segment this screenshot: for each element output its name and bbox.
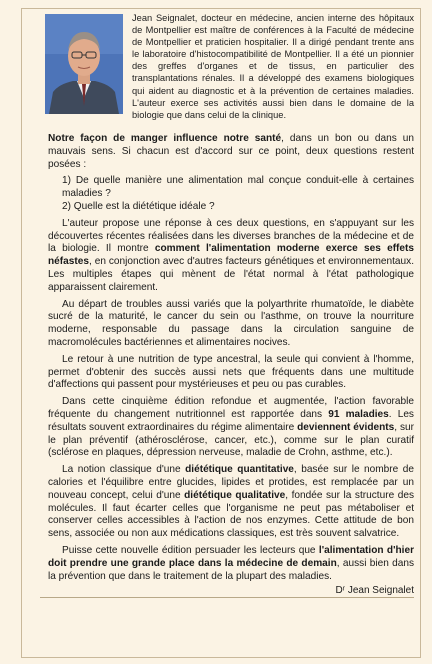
author-photo — [45, 14, 123, 114]
author-portrait-image — [45, 14, 123, 114]
signature-seignalet: Dʳ Jean Seignalet — [335, 585, 414, 596]
paragraph-6: La notion classique d'une diététique quantitative, basée sur le nombre de calories et l'équilibre entre glucides, lipides et protides, est remplacée par un nouveau concept, celui d'une diététique qualitative, fondée sur la structure des molécules. Il faut écarter celles que l'organisme ne peut pas métaboliser et conserver celles accessibles à l'action de nos enzymes. Cette attitude de bon sens, associée ou non aux médications classiques, est très souvent salvatrice. — [48, 464, 414, 540]
intro-bold: Notre façon de manger influence notre santé — [48, 133, 282, 144]
author-bio: Jean Seignalet, docteur en médecine, ancien interne des hôpitaux de Montpellier est maître de conférences à la Faculté de médecine de Montpellier et praticien hospitalier. Il a dirigé pendant trente ans le laboratoire d'histocompatibilité de Montpellier. Il a été un pionnier des greffes d'organes et de tissus, en particulier des transplantations rénales. Il a développé des examens biologiques qui aident au diagnostic et à la prévention de certaines maladies. L'auteur exerce ses activités aussi bien dans le domaine de la biologie que dans celui de la clinique. — [132, 13, 414, 120]
question-1: 1) De quelle manière une alimentation mal conçue conduit-elle à certaines maladies ? — [62, 175, 414, 200]
paragraph-2: L'auteur propose une réponse à ces deux questions, en s'appuyant sur les découvertes récentes réalisées dans les diverses branches de la médecine et de la biologie. Il montre comment l'alimentation moderne exerce ses effets néfastes, en conjonction avec d'autres facteurs génétiques et environnementaux. Les multiples étapes qui mènent de l'état normal à l'état pathologique apparaissent clairement. — [48, 217, 415, 293]
question-2: 2) Quelle est la diététique idéale ? — [62, 200, 215, 212]
paragraph-intro: Notre façon de manger influence notre santé, dans un bon ou dans un mauvais sens. Si chacun est d'accord sur ce point, deux questions restent posées : — [48, 133, 414, 170]
divider-rule — [40, 597, 414, 598]
paragraph-7: Puisse cette nouvelle édition persuader les lecteurs que l'alimentation d'hier doit prendre une grande place dans la médecine de demain, aussi bien dans la prévention que dans le traitement de la plupart des maladies. — [48, 544, 414, 582]
description-text — [48, 133, 414, 587]
paragraph-3: Au départ de troubles aussi variés que la polyarthrite rhumatoïde, le diabète sucré de la maturité, le cancer du sein ou l'asthme, on trouve la nourriture moderne, responsable du passage dans la circulation sanguine de macromolécules bactériennes et alimentaires nocives. — [48, 298, 414, 348]
paragraph-5: Dans cette cinquième édition refondue et augmentée, l'action favorable fréquente du changement nutritionnel est rapportée dans 91 maladies. Les résultats souvent extraordinaires du régime alimentaire deviennent évidents, sur le plan préventif (athérosclérose, cancer, etc.), comme sur le plan curatif (sclérose en plaques, dépression nerveuse, maladie de Crohn, asthme, etc.). — [48, 396, 414, 459]
paragraph-4: Le retour à une nutrition de type ancestral, la seule qui convient à l'homme, permet d'obtenir des succès aussi nets que fréquents dans une multitude d'affections qui passent pour mystérieuses et peu ou pas curables. — [48, 353, 414, 391]
